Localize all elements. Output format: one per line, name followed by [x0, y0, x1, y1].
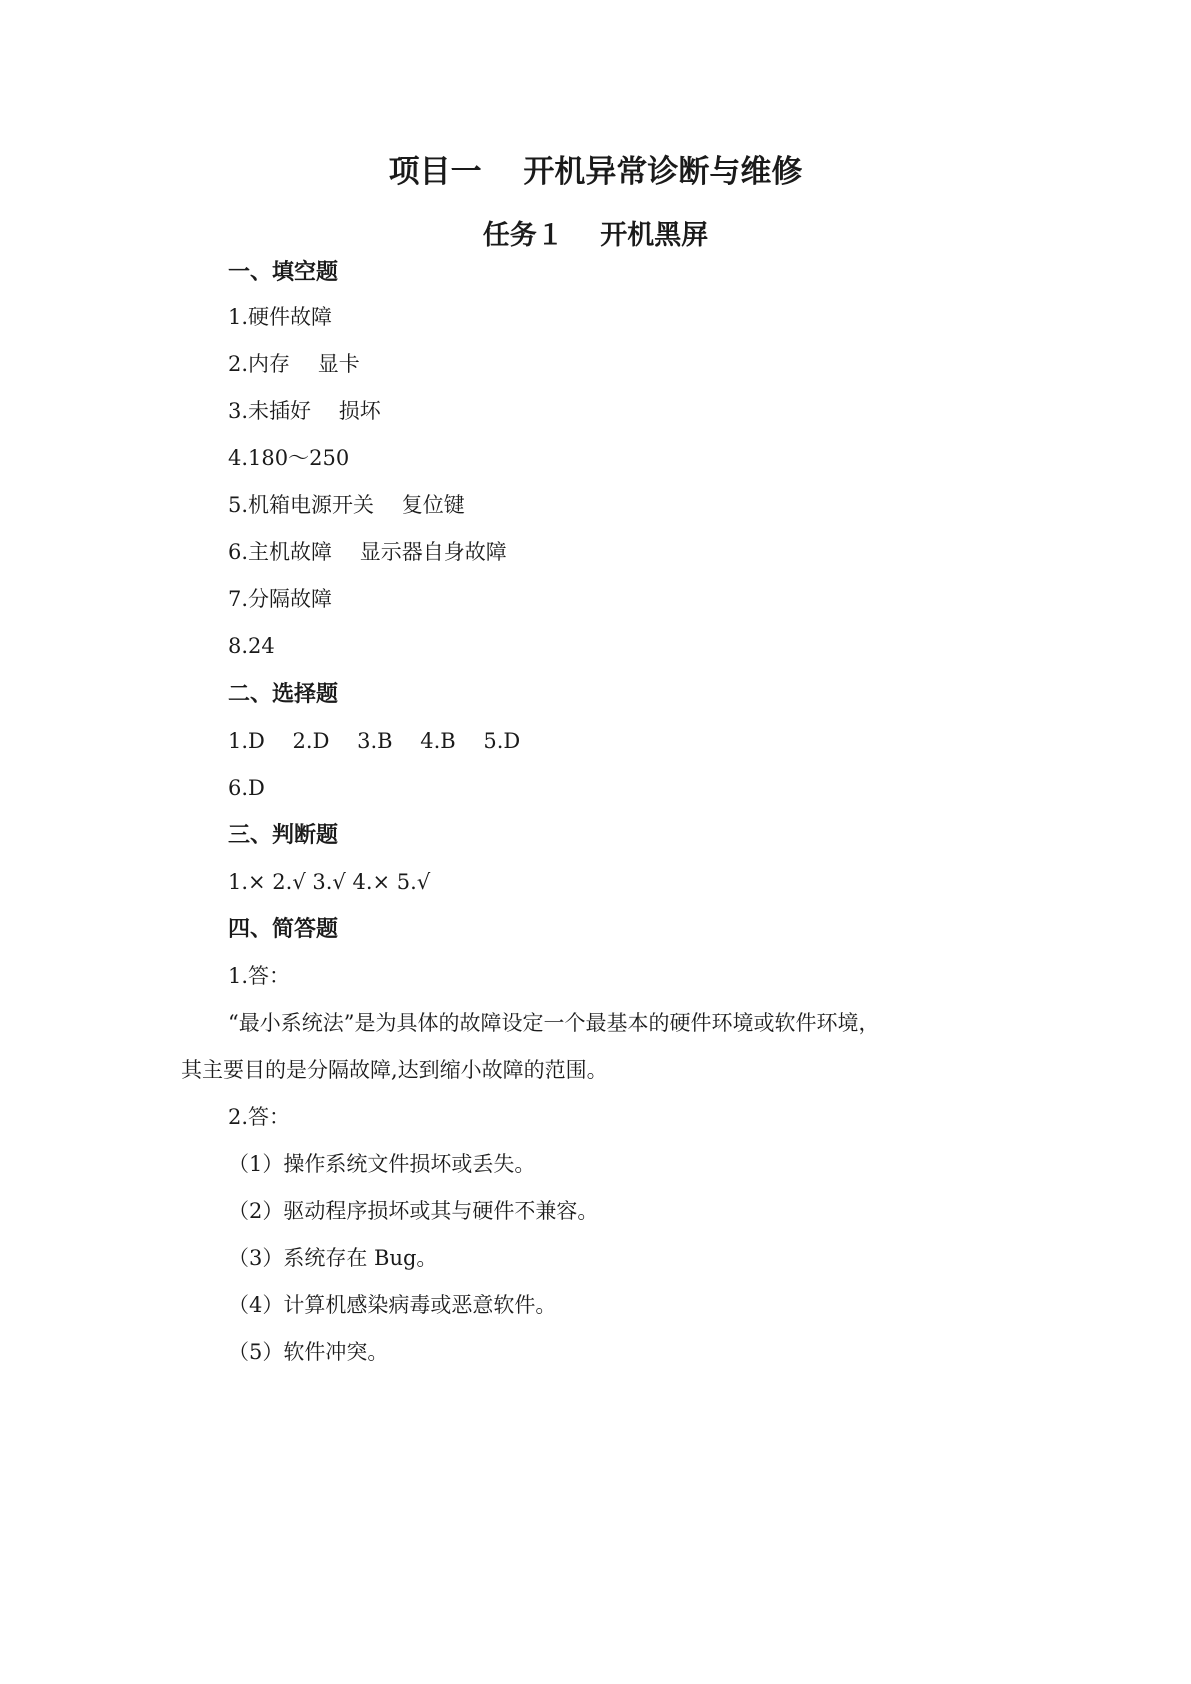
answer-line: 2.内存 显卡 [228, 352, 360, 376]
answer-line: 6.D [228, 776, 265, 800]
answer-line: 5.机箱电源开关 复位键 [228, 493, 465, 517]
answer-list-item: （1）操作系统文件损坏或丢失。 [228, 1152, 536, 1176]
answer-list-item: （5）软件冲突。 [228, 1340, 389, 1364]
page-title: 项目一 开机异常诊断与维修 [388, 154, 803, 190]
answer-list-item: （2）驱动程序损坏或其与硬件不兼容。 [228, 1199, 599, 1223]
answer-line: 7.分隔故障 [228, 587, 333, 611]
answer-line: 1.硬件故障 [228, 305, 333, 329]
question-label: 1.答： [228, 964, 291, 988]
answer-paragraph-line: “最小系统法”是为具体的故障设定一个最基本的硬件环境或软件环境， [228, 1011, 880, 1035]
answer-line: 4.180～250 [228, 446, 350, 470]
section-heading-judge: 三、判断题 [228, 822, 339, 848]
answer-line: 1.D 2.D 3.B 4.B 5.D [228, 729, 521, 753]
section-heading-fill-blank: 一、填空题 [228, 259, 339, 285]
answer-line: 3.未插好 损坏 [228, 399, 381, 423]
section-heading-choice: 二、选择题 [228, 681, 339, 707]
question-label: 2.答： [228, 1105, 291, 1129]
answer-line: 8.24 [228, 634, 275, 658]
page-subtitle: 任务１ 开机黑屏 [482, 220, 709, 251]
answer-list-item: （4）计算机感染病毒或恶意软件。 [228, 1293, 557, 1317]
section-heading-short-answer: 四、简答题 [228, 916, 339, 942]
answer-list-item: （3）系统存在 Bug。 [228, 1246, 438, 1270]
answer-line: 1.× 2.√ 3.√ 4.× 5.√ [228, 870, 431, 894]
answer-paragraph-line: 其主要目的是分隔故障,达到缩小故障的范围。 [181, 1058, 608, 1082]
answer-line: 6.主机故障 显示器自身故障 [228, 540, 507, 564]
